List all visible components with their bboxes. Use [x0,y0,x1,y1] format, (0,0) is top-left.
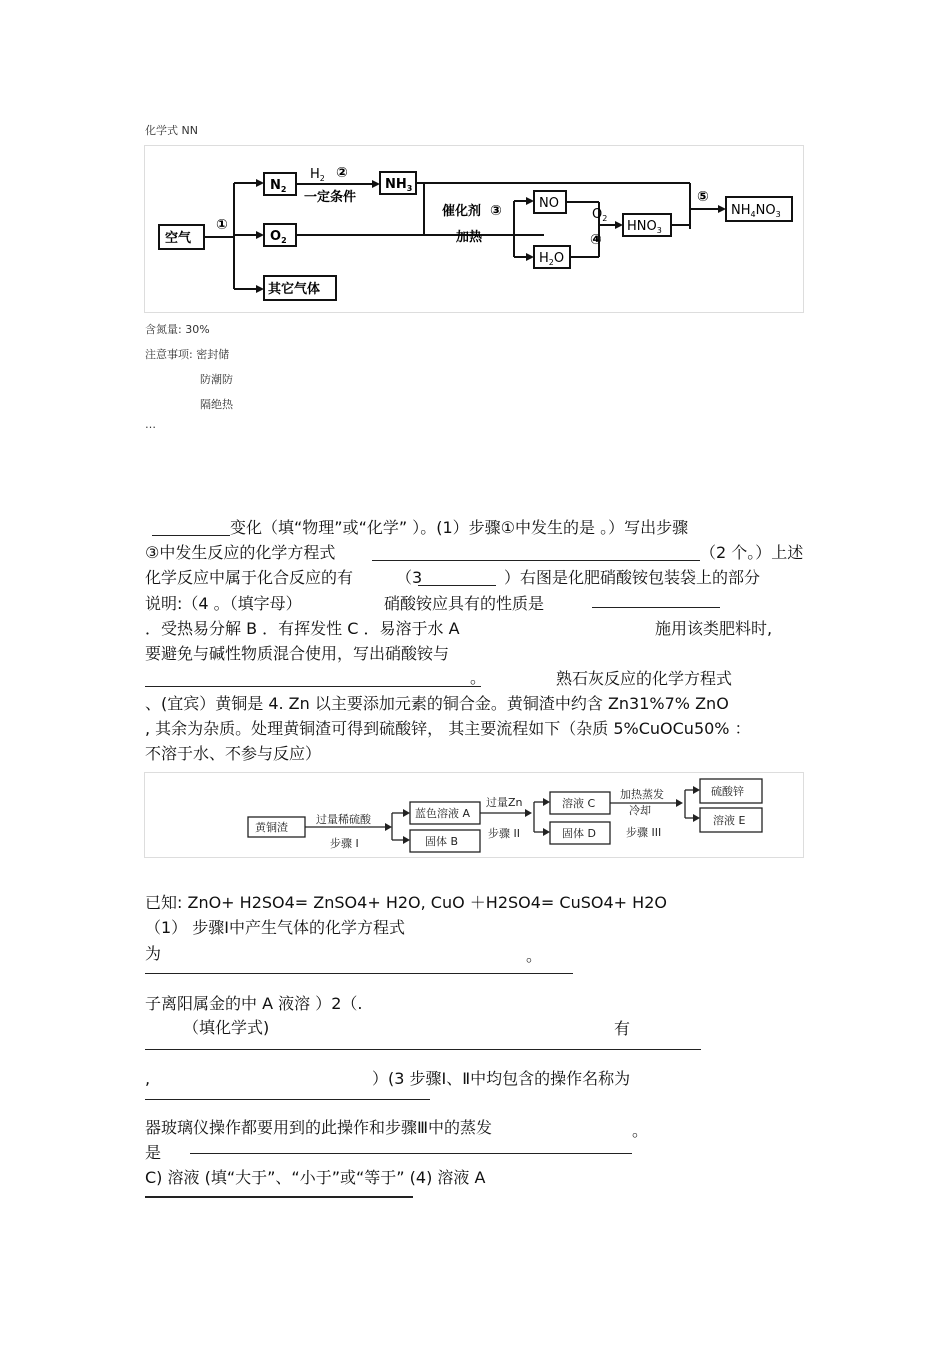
question-line: 。 [470,668,487,687]
question-line: ．受热易分解 B ．有挥发性 C ．易溶于水 A [145,619,460,638]
notes-line-1: 注意事项: 密封储 [145,348,230,361]
question-line: ③中发生反应的化学方程式 [145,543,336,562]
question-line: 是 [145,1143,162,1162]
acid-label: 过量稀硫酸 [316,813,371,826]
znso4-label: 硫酸锌 [711,785,744,798]
answer-blank [145,1049,701,1050]
step4-marker: ④ [590,232,602,248]
question-line: , [145,1069,151,1088]
answer-blank [145,1099,430,1100]
question-line: C) 溶液 (填“大于”、“小于”或“等于” (4) 溶液 A [145,1168,486,1187]
other-gas-label: 其它气体 [268,282,321,297]
o2b-label: $O_2$ [592,207,608,223]
solution-e-label: 溶液 E [713,814,746,827]
question-line: 有 [614,1019,631,1038]
answer-blank [190,1153,632,1154]
question-line: （填化学式) [183,1018,270,1037]
question-line: , 其余为杂质。处理黄铜渣可得到硫酸锌， 其主要流程如下（杂质 5%CuOCu50% ： [145,719,751,738]
brass-label: 黄铜渣 [255,821,288,834]
notes-line-3: 隔绝热 [200,398,233,411]
cool-label: 冷却 [629,804,651,817]
h2o-label: $H_2O$ [539,251,565,267]
solid-b-label: 固体 B [425,835,459,848]
question-line: （1） 步骤Ⅰ中产生气体的化学方程式 [145,918,405,937]
question-line: 施用该类肥料时, [655,619,773,638]
n2-label: $N_2$ [270,178,287,194]
question-line: 硝酸铵应具有的性质是 [384,594,545,613]
question-line: 化学反应中属于化合反应的有 [145,568,354,587]
answer-blank [592,607,720,608]
question-line: 、(宜宾）黄铜是 4. Zn 以主要添加元素的铜合金。黄铜渣中约含 Zn31%7% ZnO [145,694,729,713]
answer-blank [145,1196,413,1198]
step-i-label: 步骤 I [330,837,359,850]
nh3-label: $NH_3$ [385,177,413,193]
step1-marker: ① [216,217,228,233]
answer-blank [145,686,481,687]
ellipsis: … [145,418,156,431]
question-line: 。 [526,946,543,965]
answer-blank [145,973,573,974]
step5-marker: ⑤ [697,189,709,205]
nh4no3-label: $NH_4NO_3$ [731,203,781,219]
no-label: NO [539,196,559,211]
step-iii-label: 步骤 III [626,826,662,839]
question-line: 熟石灰反应的化学方程式 [556,669,733,688]
air-label: 空气 [165,231,192,246]
blue-solution-label: 蓝色溶液 A [415,807,471,820]
o2-label: $O_2$ [270,229,287,245]
question-line: 子离阳属金的中 A 液溶 ）2（. [145,994,363,1013]
question-line: 为 [145,944,162,963]
solid-d-label: 固体 D [562,827,596,840]
answer-blank [372,560,700,561]
nitrogen-content: 含氮量: 30% [145,323,210,336]
excess-zn-label: 过量Zn [486,796,523,809]
question-line: ）右图是化肥硝酸铵包装袋上的部分 [504,568,761,587]
step3-marker: ③ [490,203,502,219]
step-ii-label: 步骤 II [488,827,520,840]
question-line: 要避免与碱性物质混合使用，写出硝酸铵与 [145,644,450,663]
question-line: ）(3 步骤Ⅰ、Ⅱ中均包含的操作名称为 [372,1069,631,1088]
question-line: 器玻璃仪操作都要用到的此操作和步骤Ⅲ中的蒸发 [145,1118,493,1137]
step2-marker: ② [336,165,348,181]
question-line: （3 [396,568,423,587]
known-equations: 已知: ZnO+ H2SO4= ZnSO4+ H2O, CuO ＋H2SO4= CuSO4+ H2O [145,893,667,912]
notes-line-2: 防潮防 [200,373,233,386]
question-line: 不溶于水、不参与反应） [145,744,322,763]
hno3-label: $HNO_3$ [627,219,662,235]
nitrogen-flow-diagram [144,145,804,313]
heat-evap-label: 加热蒸发 [620,788,664,801]
catalyst-label: 催化剂 [442,204,482,219]
solution-c-label: 溶液 C [562,797,596,810]
question-line: 说明:（4 。（填字母） [145,594,302,613]
question-line: 。 [632,1121,649,1140]
answer-blank [418,585,496,586]
h2-label: $H_2$ [310,167,325,183]
question-line: （2 个。）上述 [700,543,804,562]
answer-blank [152,535,230,536]
heat-label: 加热 [456,230,483,245]
condition-label: 一定条件 [304,190,357,205]
brass-flow-diagram [144,772,804,858]
question-line: 变化（填“物理”或“化学” ）。(1）步骤①中发生的是 。）写出步骤 [230,518,689,537]
label-header: 化学式 NN [145,124,198,137]
